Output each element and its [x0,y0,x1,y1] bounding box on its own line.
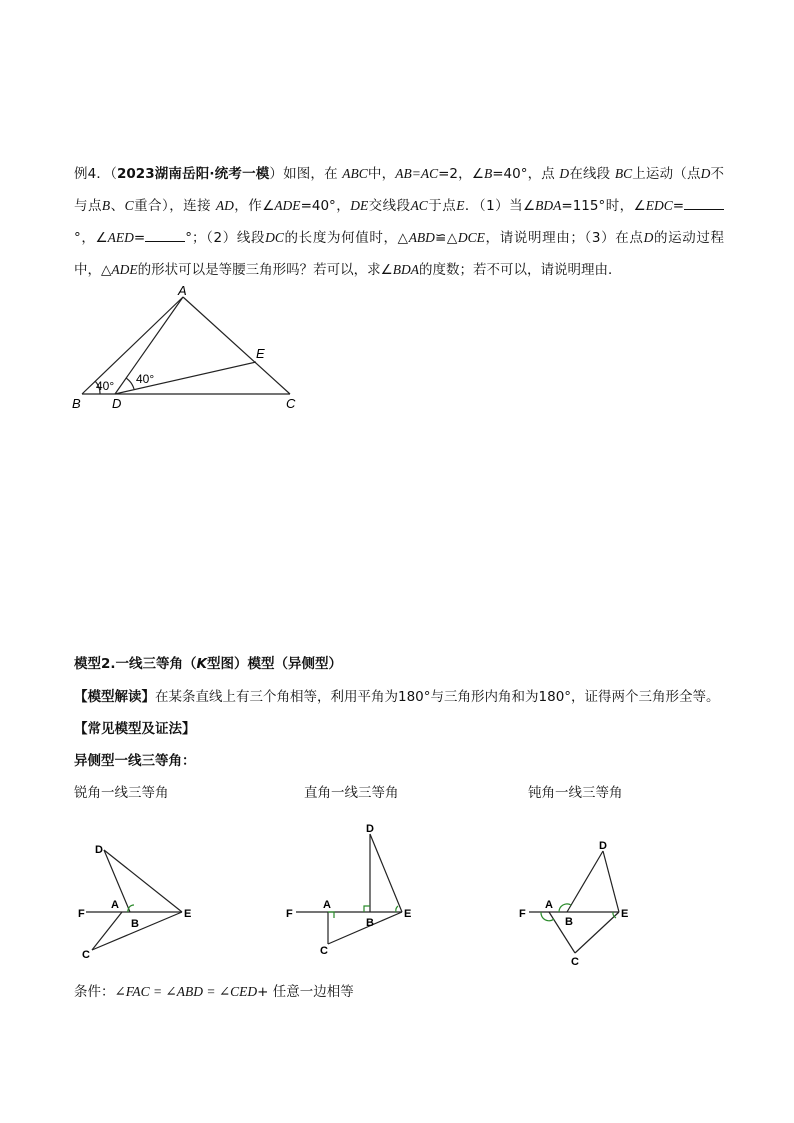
model-title [74,652,342,672]
t: = [133,230,146,246]
t: =2，∠ [438,166,484,182]
triangle-figure [60,282,310,417]
segment-ac [183,297,290,394]
segment-de [370,834,402,912]
t: =115°时，∠ [561,198,646,214]
t: 模型2.一线三等角（ [74,656,197,672]
point-d-label: D [112,396,122,411]
point-d: D [366,823,374,835]
right-angle-b [364,906,370,912]
t: °；（2）线段 [185,230,266,246]
m: ABD [408,230,435,245]
point-e: E [404,908,412,920]
point-d: D [599,840,607,852]
common-models-heading: 【常见模型及证法】 [74,721,196,737]
point-f: F [286,908,293,920]
example-source: 2023湖南岳阳·统考一模 [117,166,270,182]
t: ，请说明理由；（3）在点 [484,230,644,246]
m: E [456,198,465,213]
angle-d-arc [126,378,134,389]
t: 的长度为何值时，△ [283,230,409,246]
m: DE [350,198,369,213]
cond-math: ∠FAC = ∠ABD = ∠CED [114,984,258,999]
point-c: C [320,945,328,957]
m: ABC [342,166,368,181]
obtuse-figure [515,835,645,970]
t: 交线段 [368,198,411,214]
segment-de [603,851,619,912]
t: 的形状可以是等腰三角形吗？若可以，求∠ [137,262,393,278]
acute-label: 锐角一线三等角 [74,785,169,801]
answer-blank-aed[interactable] [145,229,185,242]
m: BDA [535,198,562,213]
m: B [483,166,493,181]
point-b-label: B [72,396,81,411]
answer-blank-edc[interactable] [684,197,724,210]
t: 上运动（点 [632,166,701,182]
point-e: E [184,908,192,920]
t: ≌△ [434,230,458,246]
segment-db [567,851,603,912]
point-c-label: C [286,396,296,411]
interp-label: 【模型解读】 [74,689,155,705]
t: ）如图，在 [269,166,338,182]
t: 不与点 [74,166,725,214]
condition-line [74,980,354,1000]
point-f: F [78,908,85,920]
m: ADE [111,262,138,277]
m: ADE [274,198,301,213]
point-c: C [82,949,90,961]
point-c: C [571,956,579,968]
point-d: D [95,844,103,856]
m: DC [265,230,284,245]
t: ，作∠ [233,198,275,214]
m: D [700,166,711,181]
point-b: B [565,916,573,928]
example-label: 例4．（ [74,166,118,182]
m: EDC [645,198,673,213]
t: 的度数；若不可以，请说明理由． [419,262,622,278]
segment-ce [575,912,619,953]
m: D [643,230,654,245]
point-a-label: A [178,283,187,298]
point-f: F [519,908,526,920]
t: 中， [367,166,396,182]
t: 于点 [427,198,457,214]
t: 重合），连接 [133,198,212,214]
t: =40°， [300,198,351,214]
t: °，∠ [74,230,108,246]
angle-b-mark [128,905,134,912]
m: DCE [457,230,485,245]
point-a: A [323,899,331,911]
t: =40°，点 [492,166,555,182]
right-angle-e [396,906,398,912]
angle-b-label: 40° [96,379,115,393]
point-e: E [621,908,629,920]
cond-tail: + 任意一边相等 [257,984,354,1000]
m: D [559,166,570,181]
point-e-label: E [256,346,265,361]
t: ．（1）当∠ [464,198,536,214]
m: BDA [392,262,419,277]
t: 型图）模型（异侧型） [207,656,342,672]
m: AD [215,198,234,213]
t: 、 [110,198,125,214]
angle-d-label: 40° [136,372,155,386]
m: BC [614,166,633,181]
interp-text: 在某条直线上有三个角相等，利用平角为180°与三角形内角和为180°，证得两个三角形全等。 [155,689,720,705]
cond-label: 条件： [74,984,115,1000]
point-b: B [366,917,374,929]
point-a: A [545,899,553,911]
m: K [196,656,207,672]
t: 在线段 [569,166,611,182]
model-interpretation [74,685,720,705]
segment-ce [328,912,402,944]
point-a: A [111,899,119,911]
right-label: 直角一线三等角 [304,785,399,801]
m: AB=AC [395,166,439,181]
right-angle-a [328,912,334,918]
subtype-heading: 异侧型一线三等角： [74,753,196,769]
example-4-text [74,158,724,286]
t: = [672,198,685,214]
obtuse-label: 钝角一线三等角 [528,785,623,801]
m: C [124,198,134,213]
t: 的运动过程中，△ [74,230,725,278]
point-b: B [131,918,139,930]
m: AED [107,230,134,245]
acute-figure [74,835,204,965]
right-figure [282,820,422,960]
m: AC [410,198,428,213]
m: B [101,198,111,213]
